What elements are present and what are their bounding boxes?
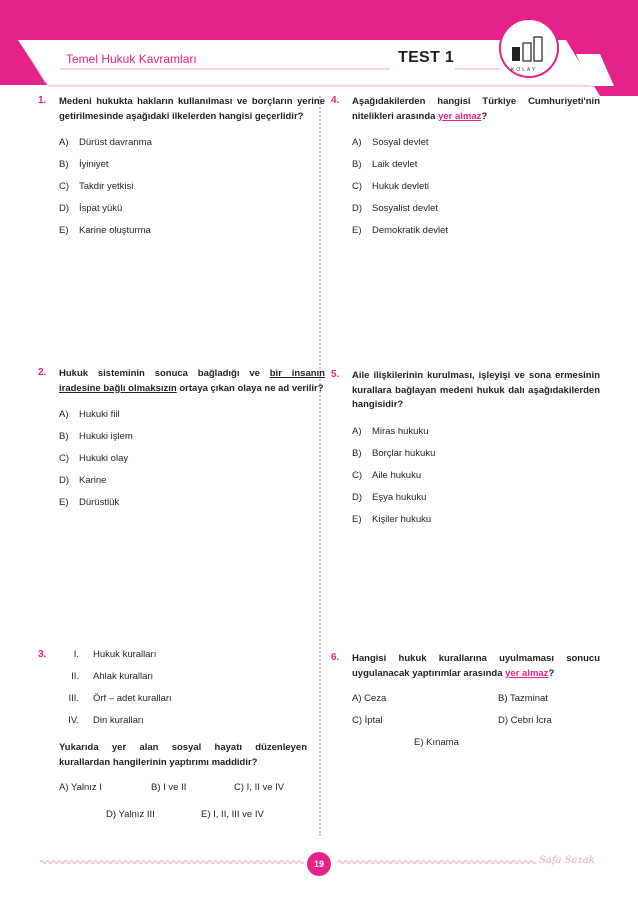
question-1 bbox=[38, 95, 325, 247]
question-number: 2. bbox=[38, 367, 47, 378]
option-a[interactable]: A) Ceza bbox=[352, 693, 387, 704]
option-b[interactable]: B) Laik devlet bbox=[352, 159, 418, 170]
question-text: Aşağıdakilerden hangisi Türkiye Cumhuriyeti'nin nitelikleri arasında yer almaz? bbox=[352, 96, 600, 122]
question-number: 1. bbox=[38, 95, 47, 106]
option-d[interactable]: D) Eşya hukuku bbox=[352, 491, 427, 503]
option-b[interactable]: B) Tazminat bbox=[498, 693, 548, 704]
option-a[interactable]: A) Miras hukuku bbox=[352, 425, 429, 437]
option-d[interactable]: D) Yalnız III bbox=[106, 809, 155, 820]
option-c[interactable]: C) Aile hukuku bbox=[352, 469, 422, 481]
option-d[interactable]: D) Karine bbox=[59, 475, 107, 486]
question-number: 3. bbox=[38, 649, 47, 660]
underlined-phrase: bir insanın iradesine bağlı olmaksızın bbox=[59, 368, 325, 394]
option-c[interactable]: C) İptal bbox=[352, 715, 383, 726]
options-list bbox=[59, 137, 325, 247]
emphasis-phrase: yer almaz bbox=[438, 110, 482, 122]
option-b[interactable]: B) İyiniyet bbox=[59, 159, 109, 170]
option-b[interactable]: B) Hukuki işlem bbox=[59, 431, 133, 442]
options-grid bbox=[59, 782, 325, 831]
question-4 bbox=[331, 95, 600, 247]
option-e[interactable]: E) Kınama bbox=[414, 737, 459, 748]
option-c[interactable]: C) I, II ve IV bbox=[234, 782, 285, 793]
roman-items bbox=[59, 649, 325, 737]
options-list bbox=[352, 137, 600, 247]
question-3 bbox=[38, 649, 325, 831]
question-text: Aile ilişkilerinin kurulması, işleyişi ve sona ermesinin kurallara bağlayan medeni hukuk dalı aşağıdakilerden hangisidir? bbox=[352, 370, 600, 410]
roman-item: I. Hukuk kuralları bbox=[73, 649, 157, 660]
roman-item: III. Örf – adet kuralları bbox=[68, 693, 172, 704]
question-text: Hukuk sisteminin sonuca bağladığı ve bir insanın iradesine bağlı olmaksızın ortaya çıkan olaya ne ad verilir? bbox=[59, 368, 325, 394]
question-text: Medeni hukukta hakların kullanılması ve borçların yerine getirilmesinde aşağıdaki ilkelerden hangisi geçerlidir? bbox=[59, 96, 325, 122]
logo-text: KOLAY bbox=[511, 67, 538, 73]
options-list bbox=[352, 426, 600, 536]
option-a[interactable]: A) Yalnız I bbox=[59, 782, 102, 793]
roman-item: II. Ahlak kuralları bbox=[71, 671, 154, 682]
option-e[interactable]: E) Dürüstlük bbox=[59, 497, 120, 508]
option-e[interactable]: E) I, II, III ve IV bbox=[201, 809, 264, 820]
options-grid bbox=[352, 693, 600, 759]
option-a[interactable]: A) Hukuki fiil bbox=[59, 409, 120, 420]
question-text: Yukarıda yer alan sosyal hayatı düzenleyen kurallardan hangilerinin yaptırımı maddidir? bbox=[59, 742, 307, 768]
logo-bars-icon bbox=[510, 33, 550, 63]
author-signature: Safa Sazak bbox=[539, 855, 595, 866]
kolay-logo bbox=[510, 33, 550, 63]
options-list bbox=[59, 409, 325, 519]
option-d[interactable]: D) Sosyalist devlet bbox=[352, 203, 439, 214]
option-b[interactable]: B) I ve II bbox=[151, 782, 187, 793]
question-5 bbox=[331, 369, 600, 536]
option-c[interactable]: C) Hukuk devleti bbox=[352, 181, 430, 192]
option-a[interactable]: A) Dürüst davranma bbox=[59, 137, 152, 148]
test-title: TEST 1 bbox=[398, 49, 455, 66]
roman-item: IV. Din kuralları bbox=[68, 715, 144, 726]
option-e[interactable]: E) Demokratik devlet bbox=[352, 225, 449, 236]
emphasis-phrase: yer almaz bbox=[505, 667, 549, 679]
question-number: 6. bbox=[331, 652, 340, 663]
option-d[interactable]: D) İspat yükü bbox=[59, 203, 123, 214]
subject-title: Temel Hukuk Kavramları bbox=[66, 52, 197, 66]
option-e[interactable]: E) Kişiler hukuku bbox=[352, 513, 432, 525]
option-d[interactable]: D) Cebri İcra bbox=[498, 715, 552, 726]
option-b[interactable]: B) Borçlar hukuku bbox=[352, 447, 436, 459]
question-number: 5. bbox=[331, 369, 340, 380]
option-e[interactable]: E) Karine oluşturma bbox=[59, 225, 151, 236]
option-c[interactable]: C) Hukuki olay bbox=[59, 453, 129, 464]
page-number: 19 bbox=[307, 852, 331, 876]
question-2 bbox=[38, 367, 325, 519]
option-c[interactable]: C) Takdir yetkisi bbox=[59, 181, 134, 192]
question-6 bbox=[331, 652, 600, 759]
question-text: Hangisi hukuk kurallarına uyulmaması sonucu uygulanacak yaptırımlar arasında yer almaz? bbox=[352, 653, 600, 679]
option-a[interactable]: A) Sosyal devlet bbox=[352, 137, 429, 148]
question-number: 4. bbox=[331, 95, 340, 106]
